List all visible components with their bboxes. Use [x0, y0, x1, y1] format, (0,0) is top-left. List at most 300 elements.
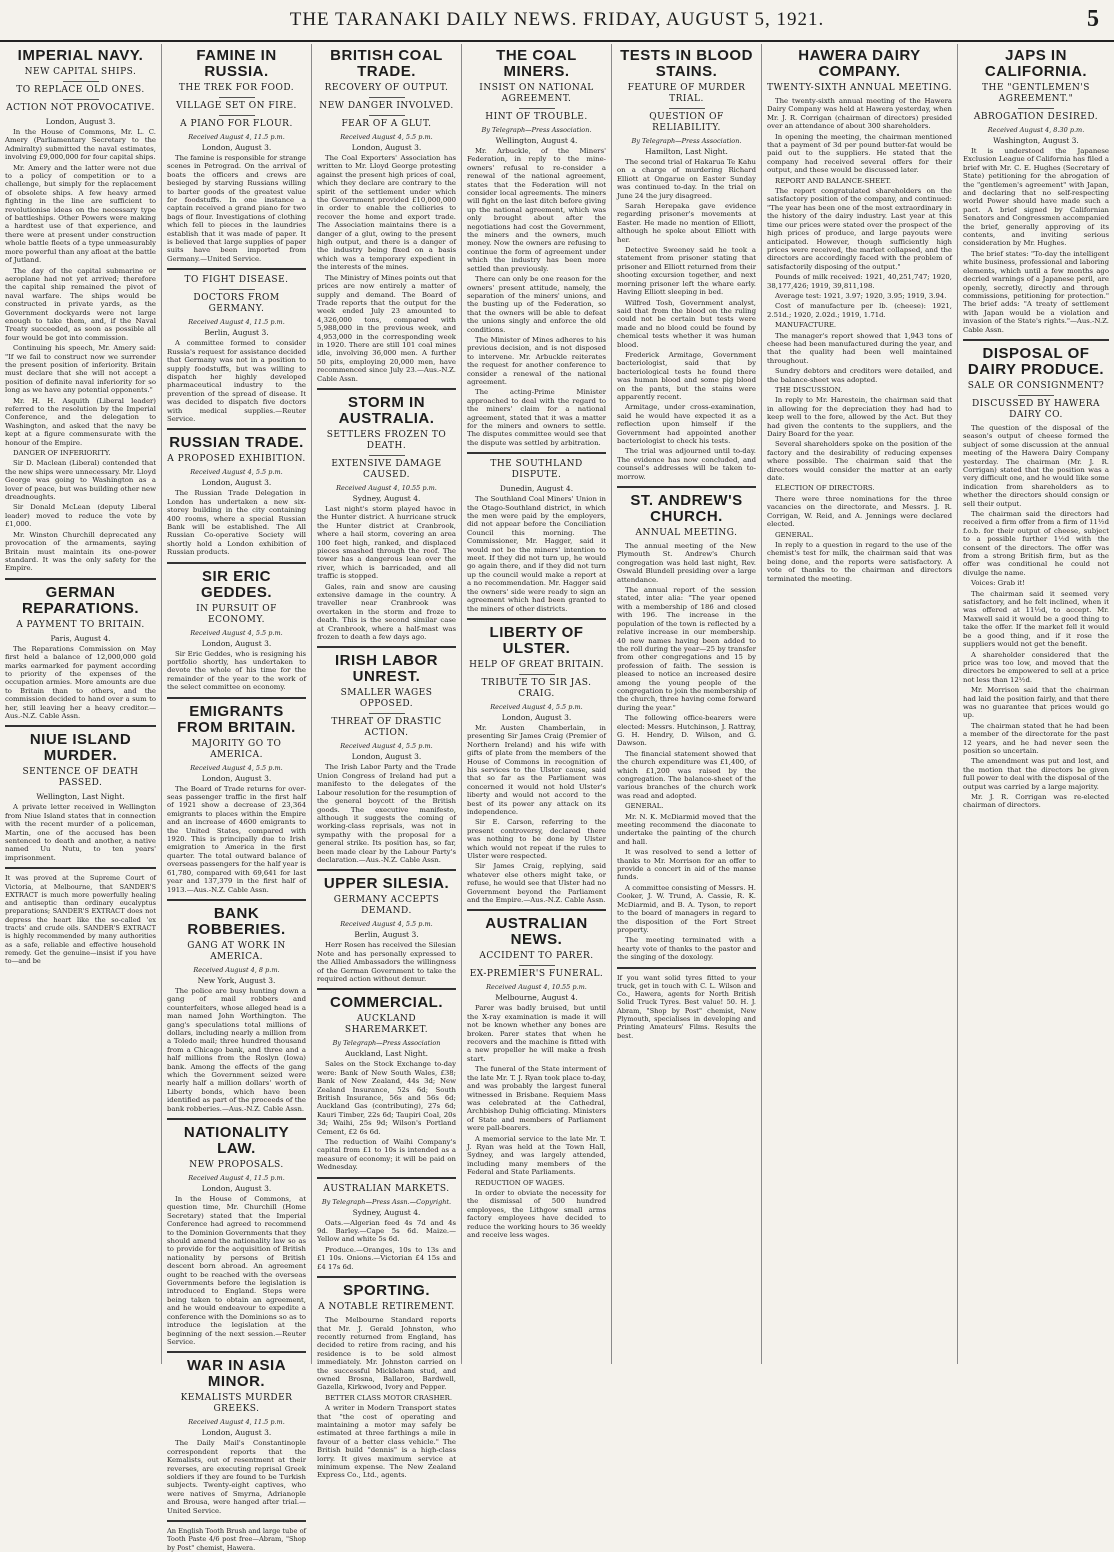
article — [317, 48, 456, 383]
paragraph: Herr Rosen has received the Silesian Note and has personally expressed to the Allied Ambassadors the willingness of the German Government to take the required action without demur. — [317, 941, 456, 983]
article — [167, 1351, 306, 1515]
paragraph: The amendment was put and lost, and the motion that the directors be given full power to deal with the disposal of the output was carried by a large majority. — [963, 757, 1109, 791]
subheadline: VILLAGE SET ON FIRE. — [176, 101, 297, 111]
dateline: Berlin, August 3. — [204, 328, 269, 338]
article-body — [167, 339, 306, 423]
headline: COMMERCIAL. — [330, 994, 443, 1012]
paragraph: Mr. Morrison said that the chairman had laid the position fairly, and that there was no guarantee that prices would go up. — [963, 686, 1109, 720]
dateline: London, August 3. — [201, 478, 272, 488]
article-body — [467, 1004, 606, 1239]
paragraph: Pounds of milk received: 1921, 40,251,747; 1920, 38,177,426; 1919, 39,811,198. — [767, 273, 952, 290]
article — [963, 339, 1109, 810]
paragraph: Sales on the Stock Exchange to-day were: Bank of New South Wales, £38; Bank of New Zealand, 44s 3d; New Zealand Insurance, 52s 6d; South British Insurance, 56s and 56s 6d; Auckland Gas (contributing), 27s 6d; Kauri Timber, 22s 6d; Taupiri Coal, 20s 3d; Waihi, 25s 9d; Wilson's Portland Cement, £2 6s 6d. — [317, 1060, 456, 1136]
paragraph: The brief states: "To-day the intelligent white business, professional and laboring elements, which until a few months ago decried warnings of a Japanese peril, are openly, secretly, directly and through commissions, petitioning for protection." The brief adds: "A treaty of settlement with Japan would be a violation and invasion of the State's rights."—Aus.-N.Z. Cable Assn. — [963, 249, 1109, 334]
article-divider — [317, 1276, 456, 1278]
headline: FAMINE IN RUSSIA. — [196, 47, 277, 80]
article-body — [167, 489, 306, 556]
article — [167, 268, 306, 423]
article-body — [767, 97, 952, 583]
subheadline: ACTION NOT PROVOCATIVE. — [6, 103, 155, 113]
article-divider — [5, 578, 156, 580]
paragraph: Detective Sweeney said he took a statement from prisoner stating that prisoner and Elliott returned from their shooting excursion together, and next morning prisoner left the whare early. Having Elliott sleeping in bed. — [617, 246, 756, 297]
headline: SIR ERIC GEDDES. — [200, 567, 272, 601]
subhead-rule — [219, 289, 255, 290]
paragraph: REDUCTION OF WAGES. — [475, 1178, 565, 1187]
headline: WAR IN ASIA MINOR. — [186, 1357, 287, 1391]
paragraph: The chairman said the directors had received a firm offer from a firm of 11½d f.o.b. for their output of cheese, subject to a possible further 1½d with the consent of the directors. The offer was from a strong British firm, but as the offer was conditional he could not divulge the name. — [963, 510, 1109, 577]
headline: NIUE ISLAND MURDER. — [29, 731, 132, 765]
article — [167, 1118, 306, 1346]
paragraph: The Ministry of Mines points out that prices are now entirely a matter of supply and demand. The Board of Trade reports that the output for the week ended July 23 amounted to 4,326,000 tons, compared with 5,988,000 in the previous week, and 4,953,000 in the corresponding week in 1920. There are still 101 coal mines idle, involving 36,000 men. A further 50 pits, employing 20,000 men, have recommenced since July 23.—Aus.-N.Z. Cable Assn. — [317, 273, 456, 383]
paragraph: There were three nominations for the three vacancies on the directorate, and Messrs. J. R. Corrigan, W. Reid, and A. Jennings were declared elected. — [767, 494, 952, 529]
article — [767, 48, 952, 583]
subheadline: FEAR OF A GLUT. — [341, 119, 432, 129]
headline: TESTS IN BLOOD STAINS. — [620, 47, 753, 80]
article-divider — [317, 646, 456, 648]
paragraph: Sarah Herepaka gave evidence regarding prisoner's movements at Easter. He made no mention of Elliott, although he spoke about Elliott with her. — [617, 202, 756, 244]
article — [467, 618, 606, 905]
page-number: 5 — [1087, 6, 1100, 32]
column-5 — [612, 44, 762, 1364]
article-body — [963, 147, 1109, 334]
headline: IMPERIAL NAVY. — [17, 47, 144, 64]
article-divider — [317, 869, 456, 871]
article-divider — [467, 909, 606, 911]
subheadline: DOCTORS FROM GERMANY. — [193, 293, 280, 315]
paragraph: The famine is responsible for strange scenes in Petrograd. On the arrival of boats the officers and crews are besieged by starving Russians willing to barter goods of the greatest value for foodstuffs. In one instance a captain received a grand piano for two bags of flour. Investigations of clothing which fell to pieces in the laundries establish that it was made of paper. It is believed that large supplies of paper suits have been imported from Germany.—United Service. — [167, 154, 306, 263]
subheadline: ABROGATION DESIRED. — [973, 112, 1099, 122]
paragraph: The annual meeting of the New Plymouth St. Andrew's Church congregation was held last night, Rev. Oswald Blundell presiding over a large attendance. — [617, 542, 756, 584]
article — [317, 988, 456, 1171]
headline: STORM IN AUSTRALIA. — [338, 393, 435, 427]
article-body — [617, 158, 756, 481]
paragraph: In order to obviate the necessity for the dismissal of 500 hundred employees, the Lithgow small arms factory employees have decided to reduce the working hours to 36 weekly and receive less wages. — [467, 1188, 606, 1239]
article-body — [963, 424, 1109, 810]
dateline: London, August 3. — [351, 143, 422, 152]
article — [167, 48, 306, 263]
article — [5, 578, 156, 721]
paragraph: Voices: Grab it! — [971, 579, 1025, 588]
advertisement: It was proved at the Supreme Court of Victoria, at Melbourne, that SANDER'S EXTRACT is much more powerfully healing and antiseptic than ordinary eucalyptus preparations; SANDER'S EXTRACT does not depress the heart like the so-called 'ex tracts' and crude oils. SANDER'S EXTRACT is highly recommended by many authorities as a safe, reliable and effective household remedy. Get the genuine—insist if you have to—and be — [5, 874, 156, 966]
advert-divider — [5, 867, 156, 869]
article-body — [317, 941, 456, 983]
subheadline: RECOVERY OF OUTPUT. — [324, 83, 449, 93]
article-body — [167, 1439, 306, 1515]
subhead-rule — [519, 108, 555, 109]
article-divider — [467, 618, 606, 620]
press-byline: Received August 4, 5.5 p.m. — [340, 920, 433, 929]
article — [617, 48, 756, 481]
headline: IRISH LABOR UNREST. — [335, 652, 438, 686]
paragraph: Mr. Arbuckle, of the Miners' Federation, in reply to the mine-owners' refusal to re-consider a renewal of the national agreement, states that the Federation will not consider local agreements. The miners will fight on the last ditch before giving up the national agreement, which was only brought about after the negotiations had cost the Government, the miners and the owners, much money. Now the owners are refusing to continue the form of agreement under which the industry has been more settled than previously. — [467, 147, 606, 273]
subhead-rule — [369, 97, 405, 98]
subheadline: FEATURE OF MURDER TRIAL. — [627, 83, 746, 104]
press-byline: By Telegraph—Press Association. — [481, 126, 592, 134]
article — [317, 388, 456, 642]
press-byline: By Telegraph—Press Association. — [631, 137, 742, 145]
article-body — [317, 1316, 456, 1480]
paragraph: REPORT AND BALANCE-SHEET. — [775, 176, 892, 185]
dateline: Dunedin, August 4. — [499, 484, 574, 494]
press-byline: Received August 4, 11.5 p.m. — [188, 1418, 285, 1427]
subhead-rule — [1018, 395, 1054, 396]
paragraph: The chairman said it seemed very satisfactory, and he felt inclined, when it was offered at 11½d, to accept. Mr. Maxwell said it would be a good thing to take the offer. If the market fell it would be a good thing, and if it rose the suppliers would not get the benefit. — [963, 589, 1109, 649]
paragraph: Mr. H. H. Asquith (Liberal leader) referred to the resolution by the Imperial Conference, and the delegation to Washington, and asked that the navy be kept at a figure commensurate with the honour of the Empire. — [5, 396, 156, 447]
paragraph: A committee consisting of Messrs. H. Cooker, J. W. Trund, A. Cassie, R. K. McDiarmid, and B. A. Tyson, to report to the board of managers in regard to the disposition of the Fort Street property. — [617, 883, 756, 934]
subheadline: TO REPLACE OLD ONES. — [16, 85, 145, 95]
press-byline: Received August 4, 5.5 p.m. — [190, 468, 283, 477]
paragraph: Continuing his speech, Mr. Amery said: "If we fail to construct now we surrender the present position of inferiority. Britain must declare that she will not accept a position of definite naval inferiority for so long as we have any potential opponents." — [5, 344, 156, 395]
article-divider — [167, 697, 306, 699]
subheadline: NEW PROPOSALS. — [189, 1160, 284, 1170]
column-7 — [958, 44, 1114, 1364]
subheadline: ANNUAL MEETING. — [635, 528, 738, 539]
paragraph: In reply to a question in regard to the use of the chemist's test for milk, the chairman said that was being done, and the reports were satisfactory. A vote of thanks to the chairman and directors terminated the meeting. — [767, 540, 952, 583]
paragraph: The Board of Trade returns for over-seas passenger traffic in the first half of 1921 show a decrease of 23,364 emigrants to places within the Empire and an increase of 4600 emigrants to the United States, compared with 1920. This is principally due to Irish emigration to America in the first quarter. The total outward balance of overseas passengers for the half year is 61,780, compared with 69,641 for last year and 137,379 in the first half of 1913.—Aus.-N.Z. Cable Assn. — [167, 784, 306, 894]
subhead-rule — [63, 81, 99, 82]
press-byline: Received August 4, 5.5 p.m. — [340, 133, 433, 141]
column-6 — [762, 44, 958, 1364]
subheadline: EXTENSIVE DAMAGE CAUSED. — [331, 458, 442, 480]
paragraph: Last night's storm played havoc in the Hunter district. A hurricane struck the Hunter district at Cranbrook, where a hail storm, covering an area 100 feet high, ranked, and displaced pieces smashed through the roof. The tower has a dangerous lean over the river, which is barricaded, and all traffic is stopped. — [317, 504, 456, 581]
paragraph: The acting-Prime Minister approached to deal with the regard to the miners' claim for a national agreement, stated that it was a matter for the miners and owners to settle. The disputes committee would see that the dispute was settled by arbitration. — [467, 388, 606, 447]
paragraph: A writer in Modern Transport states that "the cost of operating and maintaining a motor may safely be estimated at three farthings a mile in favour of a better class vehicle." The British build "dennis" is a high-class lorry. It gives maximum service at minimum expense. The New Zealand Express Co., Ltd., agents. — [317, 1404, 456, 1480]
headline: ST. ANDREW'S CHURCH. — [630, 492, 743, 526]
headline: RUSSIAN TRADE. — [169, 434, 304, 452]
dateline: London, August 3. — [201, 1184, 272, 1193]
subheadline: HELP OF GREAT BRITAIN. — [469, 659, 604, 670]
article-body — [317, 505, 456, 642]
paragraph: The Russian Trade Delegation in London has undertaken a new six-storey building in the city containing 400 rooms, where a special Russian Bank will be established. The All Russian Co-operative Society will shortly hold a London exhibition of Russian products. — [167, 489, 306, 557]
headline: SPORTING. — [342, 1282, 430, 1300]
press-byline: Received August 4, 8 p.m. — [193, 965, 280, 974]
press-byline: By Telegraph—Press Assn.—Copyright. — [321, 1197, 452, 1206]
paragraph: In the House of Commons, Mr. L. C. Amery (Parliamentary Secretary to the Admiralty) submitted the naval estimates, involving £9,000,000 for four capital ships. — [5, 128, 156, 162]
subheadline: A PAYMENT TO BRITAIN. — [16, 619, 145, 630]
advert-divider — [167, 1520, 306, 1522]
subhead-rule — [519, 674, 555, 675]
press-byline: Received August 4, 10.55 p.m. — [486, 983, 587, 992]
paragraph: In the House of Commons, at question time, Mr. Churchill (Home Secretary) stated that the Imperial Conference had agreed to recommend to the Dominion Governments that they should amend the nationality law so as to provide for the acquisition of British nationality by persons of British descent born abroad. An agreement ought to be reached with the overseas Governments before the legislation is introduced to England. Steps were being taken to obtain an agreement, and he would endeavour to expedite a conference with the Dominions so as to introduce the legislation at the beginning of the next session.—Reuter Service. — [167, 1195, 306, 1346]
subheadline: A PROPOSED EXHIBITION. — [167, 454, 306, 465]
subheadline: NEW DANGER INVOLVED. — [319, 101, 454, 111]
article-divider — [167, 1351, 306, 1353]
headline: LIBERTY OF ULSTER. — [489, 623, 584, 657]
article — [167, 428, 306, 556]
paragraph: The police are busy hunting down a gang of mail robbers and counterfeiters, whose alleged head is a man named John Worthington. The gang's speculations total millions of dollars, including nearly a million from a Toledo mail; three hundred thousand from a Chicago bank, and three and a half millions from the Roslyn (Iowa) bank. Among the effects of the gang which the Government seized were nearly half a million dollars' worth of Liberty bonds, which have been identified as part of the proceeds of the bank robberies.—Aus.-N.Z. Cable Assn. — [167, 986, 306, 1113]
subhead-rule — [219, 115, 255, 116]
subheadline: TWENTY-SIXTH ANNUAL MEETING. — [767, 83, 952, 93]
subheadline: NEW CAPITAL SHIPS. — [24, 67, 137, 77]
paragraph: The funeral of the State interment of the late Mr. T. J. Ryan took place to-day, and was probably the largest funeral witnessed in Brisbane. Requiem Mass was celebrated at the Cathedral, Archbishop Duhig officiating. Ministers of State and members of Parliament were pall-bearers. — [467, 1065, 606, 1133]
press-byline: Received August 4, 10.55 p.m. — [336, 483, 437, 492]
subhead-rule — [1018, 108, 1054, 109]
article-divider — [617, 486, 756, 488]
subheadline: KEMALISTS MURDER GREEKS. — [180, 1393, 293, 1415]
subheadline: IN PURSUIT OF ECONOMY. — [196, 603, 277, 625]
paragraph: Mr. N. K. McDiarmid moved that the meeting recommend the diaconate to undertake the painting of the church and hall. — [617, 812, 756, 846]
paragraph: Several shareholders spoke on the position of the factory and the desirability of reducing expenses where possible. The chairman said that the directors would consider the matter at an early date. — [767, 440, 952, 483]
dateline: Sydney, August 4. — [352, 493, 421, 503]
article-body — [167, 154, 306, 263]
dateline: Hamilton, Last Night. — [645, 147, 728, 156]
paragraph: The trial was adjourned until to-day. The evidence has now concluded, and counsel's addresses will be taken to-morrow. — [617, 447, 756, 481]
subhead-rule — [369, 115, 405, 116]
paragraph: The report congratulated shareholders on the satisfactory position of the company, and continued: "The year has been one of the most extraordinary in the history of the dairy industry. Last year at this time our prices were stated over the prospect of the high prices of produce, and large payouts were anticipated. However, though sufficiently high prices were received, the market collapsed, and the directors are accordingly faced with the problem of satisfactorily disposing of the output." — [767, 187, 952, 271]
article-divider — [167, 899, 306, 901]
article — [167, 697, 306, 894]
paragraph: The Coal Exporters' Association has written to Mr. Lloyd George protesting against the present high prices of coal, which they declare are contrary to the spirit of the settlement under which the Government provided £10,000,000 in order to enable the collieries to recover the home and export trade. The Association maintains there is a danger of a glut, owing to the present high output, and there is a danger of the industry being fixed on a basis which was a temporary expedient in the interests of the mines. — [317, 154, 456, 272]
article-body — [5, 645, 156, 721]
column-4 — [462, 44, 612, 1364]
paragraph: In reply to Mr. Harestein, the chairman said that in allowing for the depreciation they had had to keep well to the fore, allowed by the Act. But they had given the contents to the suppliers, and the Dairy Board for the year. — [767, 396, 952, 439]
subheadline: ACCIDENT TO PARER. — [479, 951, 594, 962]
article-divider — [5, 725, 156, 727]
subheadline: DISCUSSED BY HAWERA DAIRY CO. — [971, 398, 1101, 420]
paragraph: Frederick Armitage, Government bacteriologist, said that by bacteriological tests he found there was human blood and some pig blood on the pants, but the stains were apparently recent. — [617, 350, 756, 401]
subhead-rule — [519, 965, 555, 966]
paragraph: It was resolved to send a letter of thanks to Mr. Morrison for an offer to provide a concert in aid of the manse funds. — [617, 848, 756, 882]
dateline: London, August 3. — [501, 712, 572, 722]
article-body — [5, 128, 156, 573]
subheadline: SMALLER WAGES OPPOSED. — [340, 688, 433, 710]
column-3 — [312, 44, 462, 1480]
subheadline: EX-PREMIER'S FUNERAL. — [469, 969, 604, 980]
column-1 — [0, 44, 162, 1364]
advert-divider — [617, 967, 756, 969]
paragraph: Wilfred Tosh, Government analyst, said that from the blood on the ruling could not be certain but tests were made and no blood could be found by chemical tests whether it was human blood. — [617, 298, 756, 349]
dateline: London, August 3. — [201, 143, 272, 152]
article-body — [317, 1219, 456, 1271]
article-body — [167, 650, 306, 692]
article — [467, 48, 606, 447]
dateline: London, August 3. — [201, 1428, 272, 1438]
paragraph: Sundry debtors and creditors were detailed, and the balance-sheet was adopted. — [767, 367, 952, 384]
dateline: Melbourne, August 4. — [495, 993, 578, 1003]
paragraph: DANGER OF INFERIORITY. — [13, 449, 111, 458]
article-divider — [467, 452, 606, 454]
paragraph: The financial statement showed that the church expenditure was £1,400, of which £1,200 was raised by the congregation. The balance-sheet of the various branches of the church work was read and adopted. — [617, 749, 756, 800]
headline: THE COAL MINERS. — [496, 47, 577, 80]
paragraph: GENERAL. — [775, 530, 814, 539]
paragraph: Average test: 1921, 3.97; 1920, 3.95; 1919, 3.94. — [775, 291, 947, 300]
paragraph: The day of the capital submarine or aeroplane had not yet arrived; therefore the capital ship remained the pivot of naval warfare. The ships would be constructed in private yards, as the Government dockyards were not large enough to take them, and, if the Naval Treaty succeeded, as soon as possible all four would be got into commission. — [5, 266, 156, 342]
article-divider — [167, 268, 306, 270]
headline: EMIGRANTS FROM BRITAIN. — [177, 702, 296, 736]
paragraph: The question of the disposal of the season's output of cheese formed the subject of some discussion at the annual meeting of the Hawera Dairy Company yesterday. The chairman (Mr. J. R. Corrigan) stated that the position was a very difficult one, and he would like some indication from shareholders as to whether the directors should consign or sell their output. — [963, 423, 1109, 508]
headline: NATIONALITY LAW. — [183, 1124, 290, 1157]
press-byline: Received August 4, 8.30 p.m. — [987, 126, 1085, 134]
subheadline: A PIANO FOR FLOUR. — [180, 119, 293, 129]
dateline: Washington, August 3. — [993, 136, 1079, 145]
subheadline: QUESTION OF RELIABILITY. — [649, 112, 724, 133]
article-divider — [963, 339, 1109, 341]
article-divider — [317, 388, 456, 390]
paragraph: It is understood the Japanese Exclusion League of California has filed a brief with Mr. C. E. Hughes (Secretary of State) petitioning for the abrogation of the "gentlemen's agreement" with Japan, and declaring that no self-respecting world Power should have made such a pact. A brief signed by Californian Senators and Congressmen accompanied the brief, generally approving of its contents, and inviting serious consideration by Mr. Hughes. — [963, 147, 1109, 248]
subheadline: SETTLERS FROZEN TO DEATH. — [326, 429, 447, 451]
paragraph: Sir Eric Geddes, who is resigning his portfolio shortly, has undertaken to devote the whole of his time for the remainder of the year to the work of the select committee on economy. — [167, 649, 306, 692]
article-body — [317, 1060, 456, 1171]
article — [317, 646, 456, 864]
article-divider — [317, 1177, 456, 1179]
subheadline: SALE OR CONSIGNMENT? — [967, 380, 1105, 391]
article-divider — [167, 1118, 306, 1120]
dateline: New York, August 3. — [197, 975, 276, 985]
subheadline: AUCKLAND SHAREMARKET. — [344, 1014, 429, 1036]
subheadline: HINT OF TROUBLE. — [485, 112, 588, 122]
paragraph: BETTER CLASS MOTOR CRASHER. — [325, 1393, 453, 1402]
headline: UPPER SILESIA. — [323, 875, 450, 893]
article-divider — [167, 428, 306, 430]
article — [5, 725, 156, 862]
paragraph: Mr. J. R. Corrigan was re-elected chairman of directors. — [963, 793, 1109, 810]
dateline: Sydney, August 4. — [352, 1207, 421, 1217]
subheadline: GERMANY ACCEPTS DEMAND. — [333, 895, 440, 917]
subhead-rule — [369, 455, 405, 456]
paragraph: The Daily Mail's Constantinople correspondent reports that the Kemalists, out of resentment at their reverses, are executing reprisal Greek soldiers if they are found to be Turkish subjects. Twenty-eight captives, who were natives of Smyrna, Adrianople and Brousa, were hanged after trial.—United Service. — [167, 1439, 306, 1515]
article-body — [467, 724, 606, 905]
paragraph: Sir Donald McLean (deputy Liberal leader) moved to reduce the vote by £1,000. — [5, 503, 156, 529]
paragraph: The Minister of Mines adheres to his previous decision, and is not disposed to intervene. Mr. Arbuckle reiterates the request for another conference to consider a renewal of the national agreement. — [467, 335, 606, 386]
paragraph: Gales, rain and snow are causing extensive damage in the country. A traveller near Cranbrook was overtaken in the storm and froze to death. This is the second similar case at Cranbrook, where a half-mast was frozen to death a few days ago. — [317, 582, 456, 642]
paragraph: Produce.—Oranges, 10s to 13s and £1 10s. Onions.—Victorian £4 15s and £4 17s 6d. — [317, 1245, 456, 1271]
paragraph: The Southland Coal Miners' Union in the Otago-Southland district, in which the men were paid by the employers, did not appear before the Conciliation Council this morning. The Commissioner, Mr. Hagger, said it would not be the miners' intention to meet. If they did not turn up, he would go again there, and if they did not turn up the council would make a report at a no recommendation. Mr. Hagger said the owners' side were ready to sign an agreement which had been granted to the miners of other districts. — [467, 495, 606, 613]
paragraph: Armitage, under cross-examination, said he would have expected it as a reflection upon himself if the Government had appointed another bacteriologist to check his tests. — [617, 403, 756, 445]
paragraph: A committee formed to consider Russia's request for assistance decided that Germany was not in a position to supply foodstuffs, but was willing to dispatch her highly developed pharmaceutical industry to the prevention of the spread of disease. It was decided to dispatch five doctors with medical supplies.—Reuter Service. — [167, 339, 306, 423]
headline: GERMAN REPARATIONS. — [21, 583, 140, 617]
dateline: Auckland, Last Night. — [345, 1049, 428, 1059]
press-byline: Received August 4, 5.5 p.m. — [340, 742, 433, 751]
subheadline: SENTENCE OF DEATH PASSED. — [22, 767, 139, 789]
article-body — [467, 495, 606, 613]
paragraph: MANUFACTURE. — [775, 321, 837, 330]
subheadline: THE TREK FOR FOOD. — [178, 83, 295, 93]
dateline: London, August 3. — [201, 638, 272, 648]
subheadline: GANG AT WORK IN AMERICA. — [187, 940, 286, 962]
paragraph: ELECTION OF DIRECTORS. — [775, 484, 875, 493]
article — [5, 48, 156, 573]
article — [317, 869, 456, 983]
article — [467, 452, 606, 613]
article — [317, 1276, 456, 1480]
subheadline: AUSTRALIAN MARKETS. — [323, 1183, 450, 1194]
paragraph: Sir E. Carson, referring to the present controversy, declared there was nothing to be done by Ulster which would not repeat if the rules to Ulster were respected. — [467, 818, 606, 860]
masthead — [0, 0, 1114, 42]
press-byline: Received August 4, 11.5 p.m. — [188, 318, 285, 327]
column-2 — [162, 44, 312, 1552]
paragraph: The Reparations Commission on May first held a balance of 12,000,000 gold marks earmarked for payment according to priority of the expenses of the occupation armies. More amounts are due to Britain than to others, and the commission decided to hand over a sum to her, still leaving her a heavy creditor.—Aus.-N.Z. Cable Assn. — [5, 644, 156, 720]
headline: AUSTRALIAN NEWS. — [485, 915, 588, 949]
paragraph: Mr. Winston Churchill deprecated any provocation of the armaments, saying Britain must maintain its one-power standard. It was the only safety for the Empire. — [5, 530, 156, 573]
paragraph: A shareholder considered that the price was too low, and moved that the directors be empowered to sell at a price not less than 12½d. — [963, 650, 1109, 684]
paragraph: The Melbourne Standard reports that Mr. J. Gerald Johnston, who recently returned from England, has decided to retire from racing, and his residence is to be sold almost immediately. Mr. Johnston carried on the successful Mickleham stud, and owned Brosna, Ballaroo, Bardwell, Gazella, Kirkwood, Ivory and Pepper. — [317, 1316, 456, 1392]
paragraph: The chairman stated that he had been a member of the directorate for the past 12 years, and he had never seen the position so uncertain. — [963, 721, 1109, 755]
subheadline: MAJORITY GO TO AMERICA. — [191, 738, 282, 760]
subheadline: INSIST ON NATIONAL AGREEMENT. — [479, 83, 594, 104]
article — [617, 486, 756, 962]
subheadline: THREAT OF DRASTIC ACTION. — [331, 717, 442, 739]
dateline: Berlin, August 3. — [354, 930, 419, 940]
newspaper-page — [0, 44, 1114, 1552]
paragraph: GENERAL. — [625, 802, 664, 811]
paragraph: There can only be one reason for the owners' present attitude, namely, the separation of the miners' unions, and the busting up of the Federation, so that the owners will be able to defeat the unions singly and enforce the old conditions. — [467, 275, 606, 334]
paragraph: Mr. Austen Chamberlain, in presenting Sir James Craig (Premier of Northern Ireland) and his wife with gifts of plate from the members of the House of Commons in recognition of his services to the Ulster cause, said that so far as the Parliament was concerned it would not hold Ulster's liberty and would not accord to the best of its power any attack on its independence. — [467, 723, 606, 816]
headline: JAPS IN CALIFORNIA. — [984, 47, 1088, 80]
dateline: London, August 3. — [351, 752, 422, 762]
headline: DISPOSAL OF DAIRY PRODUCE. — [967, 344, 1105, 378]
paragraph: Parer was badly bruised, but until the X-ray examination is made it will not be known whether any bones are broken. Parer states that when he recovers and the machine is fitted with a new propeller he will make a fresh start. — [467, 1004, 606, 1063]
article — [467, 909, 606, 1239]
subheadline: TRIBUTE TO SIR JAS. CRAIG. — [481, 677, 592, 699]
paragraph: The reduction of Waihi Company's capital from £1 to 10s is intended as a measure of economy; it will be paid on Wednesday. — [317, 1138, 456, 1172]
advertisement: An English Tooth Brush and large tube of Tooth Paste 4/6 post free—Abram, "Shop by Post" chemist, Hawera. — [167, 1526, 306, 1552]
article-body — [167, 785, 306, 894]
paragraph: A memorial service to the late Mr. T. J. Ryan was held at the Town Hall, Sydney, and was largely attended, including many members of the Federal and State Parliaments. — [467, 1134, 606, 1177]
paragraph: The second trial of Hakarua Te Kahu on a charge of murdering Richard Elliott at Ongarue on Easter Sunday was continued to-day. In the trial on June 24 the jury disagreed. — [617, 158, 756, 200]
headline: BRITISH COAL TRADE. — [330, 47, 443, 80]
press-byline: Received August 4, 11.5 p.m. — [188, 1174, 285, 1182]
dateline: London, August 3. — [201, 773, 272, 783]
subhead-rule — [369, 713, 405, 714]
article-body — [467, 147, 606, 447]
headline: HAWERA DAIRY COMPANY. — [798, 47, 921, 80]
paragraph: Mr. Amery and the latter were not due to a policy of competition or to a challenge, but simply for the replacement of obsolete ships. A few heavy armed fighting in the line are sufficient to revolutionise ideas on the necessary type of battleships. Other Powers were making a hardtest use of that experience, and there were at present under construction whole battle fleets of a type unmeasurably more powerful than any afloat at the battle of Jutland. — [5, 163, 156, 265]
subhead-rule — [219, 97, 255, 98]
paragraph: A private letter received in Wellington from Niue Island states that in connection with the recent murder of a policeman, Martin, one of the accused has been sentenced to death and another, a native named Uu Nutu, to ten years' imprisonment. — [5, 803, 156, 862]
subheadline: TO FIGHT DISEASE. — [184, 275, 289, 286]
article-divider — [317, 988, 456, 990]
dateline: Wellington, August 4. — [495, 136, 578, 145]
subhead-rule — [669, 108, 705, 109]
paragraph: The manager's report showed that 1,943 tons of cheese had been manufactured during the year, and that the quality had been well maintained throughout. — [767, 331, 952, 365]
article-body — [167, 1195, 306, 1346]
press-byline: Received August 4, 5.5 p.m. — [190, 763, 283, 772]
paragraph: The twenty-sixth annual meeting of the Hawera Dairy Company was held at Hawera yesterday, when Mr. J. R. Corrigan (chairman of directors) presided over an attendance of about 300 shareholders. — [767, 97, 952, 131]
headline: BANK ROBBERIES. — [187, 904, 286, 938]
article — [167, 562, 306, 692]
paragraph: The following office-bearers were elected: Messrs. Hutchinson, J. Rattray, G. H. Hendry, D. Wilson, and G. Dawson. — [617, 714, 756, 748]
paragraph: The Irish Labor Party and the Trade Union Congress of Ireland had put a manifesto to the delegates of the Labour resolution for the resumption of the general boycott of the British goods. The executive manifesto, although it suggests the coming of working-class reprisals, was not in sympathy with the proposal for a general strike. Its position has, so far, been made clear by the Labour Party's declaration.—Aus.-N.Z. Cable Assn. — [317, 763, 457, 864]
paragraph: In opening the meeting, the chairman mentioned that a payment of 3d per pound butter-fat would be paid out to the suppliers. He stated that the company had received several offers for their output, and these would be discussed later. — [767, 132, 952, 175]
article — [317, 1177, 456, 1271]
paragraph: The meeting terminated with a hearty vote of thanks to the pastor and the singing of the doxology. — [617, 936, 756, 962]
subheadline: THE "GENTLEMEN'S AGREEMENT." — [982, 83, 1090, 104]
subheadline: THE SOUTHLAND DISPUTE. — [490, 459, 583, 481]
article — [963, 48, 1109, 334]
paragraph: THE DISCUSSION. — [775, 386, 843, 394]
article-body — [167, 987, 306, 1113]
paragraph: Cost of manufacture per lb. (cheese): 1921, 2.51d.; 1920, 2.02d.; 1919, 1.71d. — [767, 302, 952, 319]
dateline: Wellington, Last Night. — [36, 792, 125, 802]
press-byline: Received August 4, 11.5 p.m. — [188, 133, 285, 141]
paragraph: Sir D. Maclean (Liberal) contended that the new ships were unnecessary. Mr. Lloyd George was going to Washington as a lover of peace, but was building other new dreadnoughts. — [5, 459, 156, 502]
article-body — [5, 803, 156, 862]
press-byline: By Telegraph—Press Association — [332, 1039, 441, 1048]
article-body — [617, 542, 756, 962]
article-body — [317, 763, 456, 864]
subheadline: A NOTABLE RETIREMENT. — [318, 1302, 455, 1313]
press-byline: Received August 4, 5.5 p.m. — [190, 628, 283, 637]
press-byline: Received August 4, 5.5 p.m. — [490, 702, 583, 711]
subhead-rule — [63, 99, 99, 100]
paragraph: Sir James Craig, replying, said whatever else others might take, or refuse, he would see that Ulster had no Government beyond the Parliament and the Empire.—Aus.-N.Z. Cable Assn. — [467, 862, 606, 905]
paragraph: The annual report of the session stated, inter alia: "The year opened with a membership of 186 and closed with 196. The increase in the population of the town is reflected by a relative increase in our membership. 40 new names having been added to the roll during the year—25 by transfer from other congregations and 15 by profession of faith. The session is pleased to notice an increased desire among the young people of the congregation to join the membership of the church, three having come forward during the year." — [617, 586, 756, 712]
paragraph: Oats.—Algerian feed 4s 7d and 4s 9d. Barley.—Cape 5s 6d. Maize.—Yellow and white 5s 6d. — [317, 1218, 456, 1244]
dateline: London, August 3. — [45, 117, 116, 126]
dateline: Paris, August 4. — [50, 633, 111, 643]
advertisement: If you want solid tyres fitted to your truck, get in touch with C. L. Wilson and Co., Hawera, agents for North British Solid Truck Tyres. Best value! 50. H. J. Abram, "Shop by Post" chemist, New Plymouth, specialises in developing and Printing Amateurs' Films. Results the best. — [617, 973, 756, 1040]
article — [167, 899, 306, 1113]
